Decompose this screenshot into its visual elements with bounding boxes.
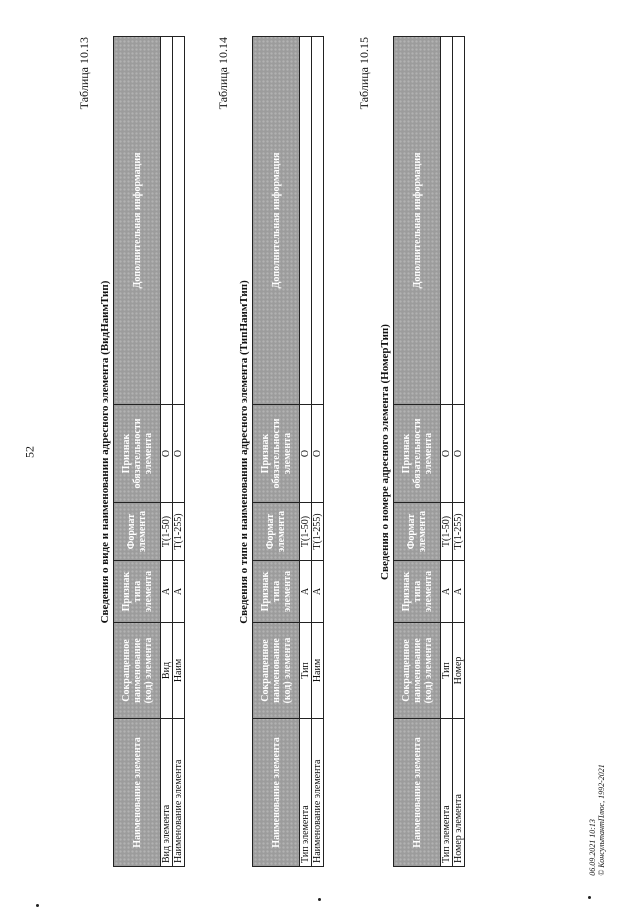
cell-abbr: Наим: [173, 623, 185, 719]
table-caption: Сведения о виде и наименовании адресного элемента (ВидНаимТип): [99, 280, 111, 624]
cell-type: А: [312, 561, 324, 623]
cell-required: О: [312, 405, 324, 503]
table-caption: Сведения о типе и наименовании адресного элемента (ТипНаимТип): [238, 280, 250, 624]
cell-type: А: [300, 561, 312, 623]
col-header-name: Наименование элемента: [253, 719, 300, 867]
col-header-type: Признак типа элемента: [114, 561, 161, 623]
cell-info: [453, 37, 465, 405]
cell-name: Наименование элемента: [312, 719, 324, 867]
cell-info: [161, 37, 173, 405]
cell-type: А: [173, 561, 185, 623]
col-header-abbr: Сокращенное наименование (код) элемента: [394, 623, 441, 719]
cell-abbr: Тип: [441, 623, 453, 719]
scan-speck: [588, 896, 591, 899]
col-header-abbr: Сокращенное наименование (код) элемента: [114, 623, 161, 719]
footer-copyright: © КонсультантПлюс, 1992-2021: [597, 764, 606, 876]
cell-required: О: [173, 405, 185, 503]
cell-name: Номер элемента: [453, 719, 465, 867]
cell-required: О: [300, 405, 312, 503]
table-block-10-14: [216, 37, 324, 867]
table-label: Таблица 10.13: [77, 37, 91, 110]
page-number: 52: [22, 446, 37, 458]
table-header-row: [216, 37, 252, 867]
table-row: [173, 37, 185, 867]
cell-name: Наименование элемента: [173, 719, 185, 867]
table-label: Таблица 10.14: [216, 37, 230, 110]
col-header-type: Признак типа элемента: [394, 561, 441, 623]
col-header-format: Формат элемента: [394, 503, 441, 561]
cell-name: Тип элемента: [441, 719, 453, 867]
table-row: [300, 37, 312, 867]
cell-abbr: Тип: [300, 623, 312, 719]
col-header-info: Дополнительная информация: [114, 37, 161, 405]
cell-format: T(1-255): [453, 503, 465, 561]
table-row: [441, 37, 453, 867]
scan-speck: [318, 898, 321, 901]
col-header-name: Наименование элемента: [394, 719, 441, 867]
table-block-10-13: [77, 37, 185, 867]
table-block-10-15: [357, 37, 465, 867]
col-header-type: Признак типа элемента: [253, 561, 300, 623]
col-header-format: Формат элемента: [253, 503, 300, 561]
cell-format: T(1-50): [300, 503, 312, 561]
cell-info: [173, 37, 185, 405]
col-header-format: Формат элемента: [114, 503, 161, 561]
table-label: Таблица 10.15: [357, 37, 371, 110]
table-row: [312, 37, 324, 867]
col-header-required: Признак обязательности элемента: [253, 405, 300, 503]
cell-required: О: [453, 405, 465, 503]
cell-required: О: [441, 405, 453, 503]
col-header-name: Наименование элемента: [114, 719, 161, 867]
cell-type: А: [161, 561, 173, 623]
footer-stamp: [588, 764, 606, 876]
table-header-row: [357, 37, 393, 867]
col-header-info: Дополнительная информация: [253, 37, 300, 405]
footer-date: 06.09.2021 10:13: [588, 819, 597, 876]
data-table: [393, 36, 465, 867]
cell-format: T(1-255): [173, 503, 185, 561]
cell-format: T(1-50): [161, 503, 173, 561]
cell-format: T(1-255): [312, 503, 324, 561]
col-header-abbr: Сокращенное наименование (код) элемента: [253, 623, 300, 719]
cell-format: T(1-50): [441, 503, 453, 561]
cell-name: Тип элемента: [300, 719, 312, 867]
col-header-info: Дополнительная информация: [394, 37, 441, 405]
data-table: [252, 36, 324, 867]
col-header-required: Признак обязательности элемента: [114, 405, 161, 503]
table-caption: Сведения о номере адресного элемента (НомерТип): [379, 324, 391, 580]
cell-name: Вид элемента: [161, 719, 173, 867]
cell-type: А: [441, 561, 453, 623]
cell-abbr: Вид: [161, 623, 173, 719]
cell-info: [441, 37, 453, 405]
table-header-row: [77, 37, 113, 867]
table-row: [453, 37, 465, 867]
cell-required: О: [161, 405, 173, 503]
data-table: [113, 36, 185, 867]
cell-info: [312, 37, 324, 405]
col-header-required: Признак обязательности элемента: [394, 405, 441, 503]
cell-abbr: Наим: [312, 623, 324, 719]
cell-abbr: Номер: [453, 623, 465, 719]
cell-info: [300, 37, 312, 405]
table-row: [161, 37, 173, 867]
cell-type: А: [453, 561, 465, 623]
